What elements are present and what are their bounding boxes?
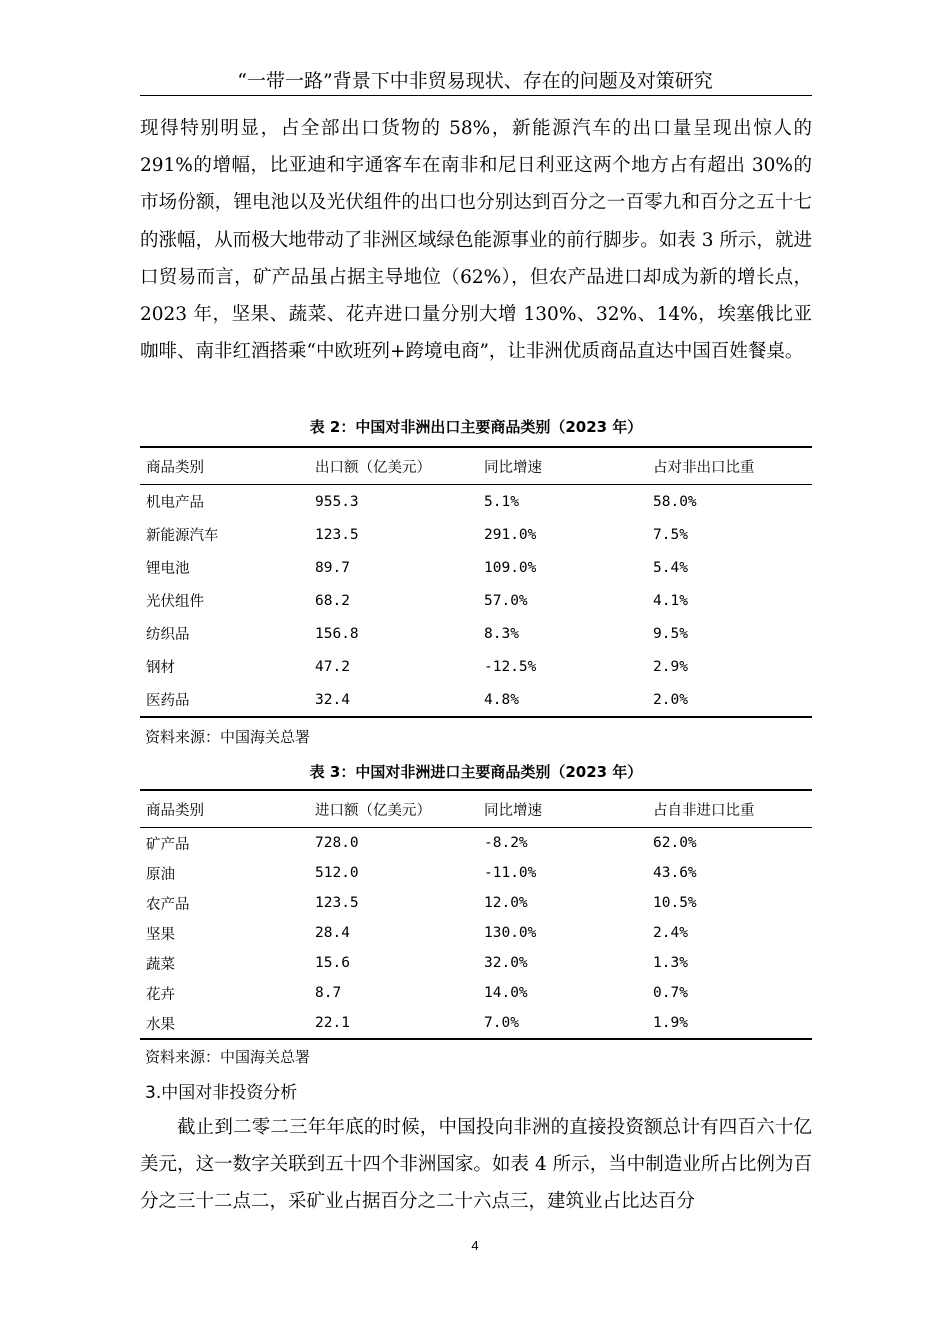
table3-header-cell: 占自非进口比重 [647,790,812,828]
table2-cell: 锂电池 [146,561,190,577]
table2-cell: 32.4 [309,683,478,717]
table3-cell: 728.0 [315,835,359,851]
table3-cell: 10.5% [653,895,697,911]
table3-header-cell: 进口额（亿美元） [309,790,478,828]
table3-cell: 1.3% [653,955,688,971]
intro-paragraph-text: 现得特别明显，占全部出口货物的 58%，新能源汽车的出口量呈现出惊人的 291%的增幅，比亚迪和宇通客车在南非和尼日利亚这两个地方占有超出 30%的市场份额，锂电池以及光伏组件的出口也分别达到百分之一百零九和百分之五十七的涨幅，从而极大地带动了非洲区域绿色能源事业的前行脚步。如表 3 所示，就进口贸易而言，矿产品虽占据主导地位（62%），但农产品进口却成为新的增长点，2023 年，坚果、蔬菜、花卉进口量分别大增 130%、32%、14%，埃塞俄比亚咖啡、南非红酒搭乘“中欧班列+跨境电商”，让非洲优质商品直达中国百姓餐桌。 [140,118,812,363]
table2-cell: 156.8 [315,625,359,642]
table3-cell: 农产品 [146,896,190,913]
table3-row [140,918,812,948]
table3-cell: 130.0% [484,925,537,941]
table3-header-row [140,790,812,828]
table2-cell: 7.5% [653,526,688,543]
table2-caption: 表 2：中国对非洲出口主要商品类别（2023 年） [309,418,643,436]
table3 [140,789,812,1040]
table3-row [140,828,812,859]
table3-cell: 7.0% [478,1008,647,1039]
table2-cell: 68.2 [315,592,350,609]
table2-cell: -12.5% [484,658,537,675]
table3-cell: -8.2% [484,835,528,851]
table2-header-cell: 商品类别 [140,447,309,485]
table3-cell: 原油 [146,866,175,883]
table3-cell: 8.7 [315,985,342,1001]
table2-cell: 109.0% [484,559,537,576]
table2-cell: 123.5 [315,526,359,543]
header-rule [140,95,812,96]
table2-cell: 955.3 [315,493,359,510]
table2-header-cell: 占对非出口比重 [647,447,812,485]
table2-cell: 89.7 [315,559,350,576]
table3-row [140,1008,812,1039]
table2-cell: 新能源汽车 [146,528,219,544]
table2-cell: 4.1% [653,592,688,609]
table2-row [140,683,812,717]
table2-row [140,485,812,519]
table3-cell: 矿产品 [146,836,190,853]
table3-cell: 12.0% [484,895,528,911]
invest-paragraph [140,1109,812,1221]
table2-cell: 58.0% [653,493,697,510]
intro-paragraph [140,110,812,370]
table2-cell: 光伏组件 [146,594,204,610]
table3-cell: 蔬菜 [146,956,175,973]
page-number: 4 [471,1238,479,1253]
table2-cell: 2.9% [653,658,688,675]
table3-cell: 123.5 [315,895,359,911]
table2-cell: 机电产品 [146,495,204,511]
table3-row [140,978,812,1008]
table2-row [140,617,812,650]
table2-row [140,518,812,551]
invest-paragraph-text: 截止到二零二三年年底的时候，中国投向非洲的直接投资额总计有四百六十亿美元，这一数字关联到五十四个非洲国家。如表 4 所示，当中制造业所占比例为百分之三十二点二，采矿业占据百分之二十六点三，建筑业占比达百分 [140,1117,812,1213]
table3-cell: 0.7% [653,985,688,1001]
table3-cell: 14.0% [484,985,528,1001]
table2-header-cell: 同比增速 [478,447,647,485]
table2-cell: 4.8% [478,683,647,717]
table3-cell: 22.1 [309,1008,478,1039]
table2-cell: 47.2 [315,658,350,675]
table3-cell: 62.0% [653,835,697,851]
table2-source: 资料来源：中国海关总署 [145,728,311,746]
table3-cell: 28.4 [315,925,350,941]
table2-cell: 钢材 [146,660,175,676]
table2-row [140,551,812,584]
table3-row [140,888,812,918]
table2-cell: 5.1% [484,493,519,510]
table3-cell: 15.6 [315,955,350,971]
table2-cell: 医药品 [140,683,309,717]
section-heading: 3.中国对非投资分析 [145,1083,298,1103]
table3-cell: 水果 [140,1008,309,1039]
table3-cell: 43.6% [653,865,697,881]
table2-cell: 8.3% [484,625,519,642]
table2-cell: 纺织品 [146,627,190,643]
table2-cell: 9.5% [653,625,688,642]
table2-header-cell: 出口额（亿美元） [309,447,478,485]
table2 [140,446,812,718]
table3-cell: 1.9% [647,1008,812,1039]
table3-cell: 2.4% [653,925,688,941]
table2-cell: 5.4% [653,559,688,576]
table3-caption: 表 3：中国对非洲进口主要商品类别（2023 年） [309,763,643,781]
table3-row [140,948,812,978]
table3-header-cell: 商品类别 [140,790,309,828]
table3-row [140,858,812,888]
table3-source: 资料来源：中国海关总署 [145,1048,311,1066]
table2-cell: 57.0% [484,592,528,609]
running-header: “一带一路”背景下中非贸易现状、存在的问题及对策研究 [237,70,713,92]
table3-header-cell: 同比增速 [478,790,647,828]
table3-cell: -11.0% [484,865,537,881]
table3-cell: 坚果 [146,926,175,943]
table2-row [140,650,812,683]
table2-cell: 291.0% [484,526,537,543]
table3-cell: 花卉 [146,986,175,1003]
table3-cell: 32.0% [484,955,528,971]
table2-header-row [140,447,812,485]
table3-cell: 512.0 [315,865,359,881]
table2-cell: 2.0% [647,683,812,717]
table2-row [140,584,812,617]
